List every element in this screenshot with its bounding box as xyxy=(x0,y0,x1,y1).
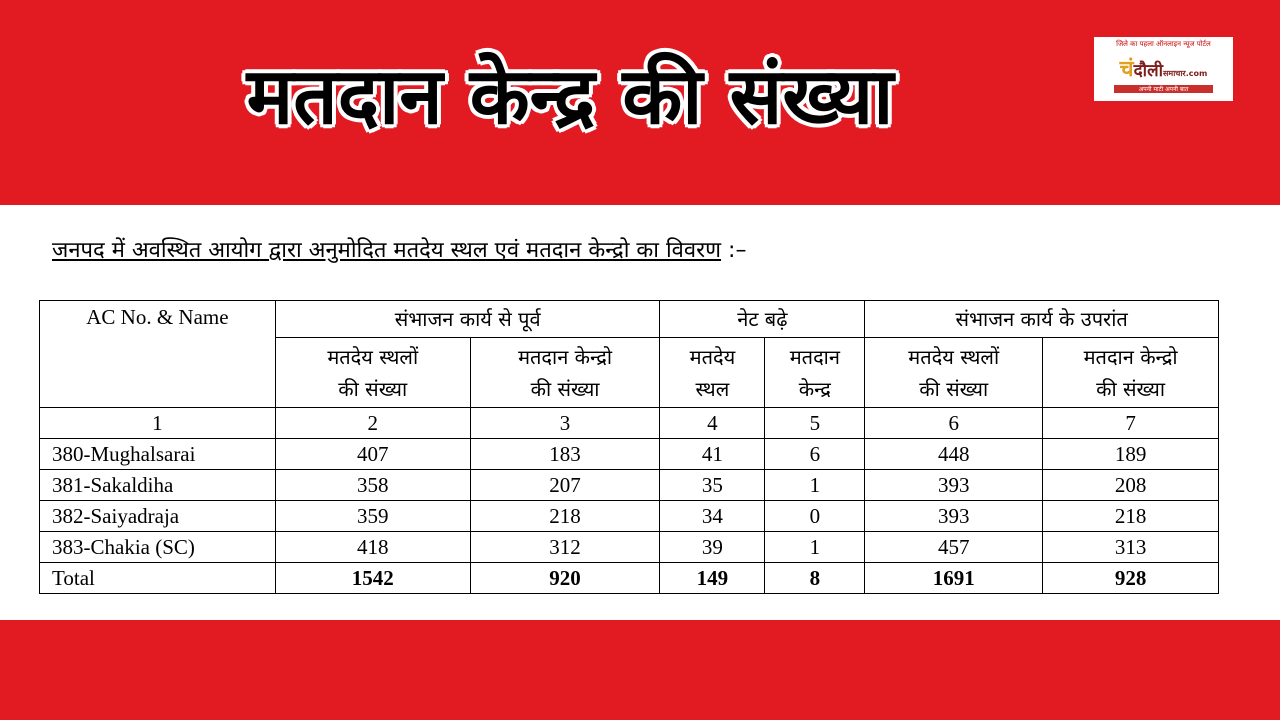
cell-value: 393 xyxy=(865,470,1043,501)
cell-value: 207 xyxy=(470,470,660,501)
subheader-line: मतदान xyxy=(789,344,840,369)
cell-value: 6 xyxy=(765,439,865,470)
constituency-name: 380-Mughalsarai xyxy=(40,439,276,470)
header-ac-name: AC No. & Name xyxy=(40,301,276,408)
column-number: 5 xyxy=(765,408,865,439)
subheader-3 xyxy=(470,338,660,408)
cell-value: 218 xyxy=(470,501,660,532)
table-row xyxy=(40,501,1219,532)
logo-tagline: जिले का पहला ऑनलाइन न्यूज पोर्टल xyxy=(1116,40,1211,48)
subheader-line: की संख्या xyxy=(1096,376,1166,401)
table-row xyxy=(40,439,1219,470)
cell-value: 8 xyxy=(765,563,865,594)
cell-value: 39 xyxy=(660,532,765,563)
logo-name-rest: दौली xyxy=(1133,61,1164,81)
subheader-line: मतदेय स्थलों xyxy=(908,344,1000,369)
subheader-line: की संख्या xyxy=(530,376,600,401)
constituency-name: 383-Chakia (SC) xyxy=(40,532,276,563)
column-number: 1 xyxy=(40,408,276,439)
table-row xyxy=(40,470,1219,501)
cell-value: 189 xyxy=(1043,439,1219,470)
column-number: 7 xyxy=(1043,408,1219,439)
subheader-7 xyxy=(1043,338,1219,408)
logo-name xyxy=(1094,53,1233,83)
column-number: 4 xyxy=(660,408,765,439)
cell-value: 418 xyxy=(275,532,470,563)
cell-value: 457 xyxy=(865,532,1043,563)
subheader-line: मतदान केन्द्रो xyxy=(1083,344,1178,369)
subtitle-text: जनपद में अवस्थित आयोग द्वारा अनुमोदित मतदेय स्थल एवं मतदान केन्द्रो का विवरण xyxy=(52,238,722,263)
cell-value: 393 xyxy=(865,501,1043,532)
total-row xyxy=(40,563,1219,594)
cell-value: 35 xyxy=(660,470,765,501)
subheader-5 xyxy=(765,338,865,408)
subheader-line: केन्द्र xyxy=(798,376,831,401)
subheader-line: स्थल xyxy=(695,376,730,401)
table-row xyxy=(40,532,1219,563)
group-header-after: संभाजन कार्य के उपरांत xyxy=(865,301,1219,338)
bottom-banner xyxy=(0,620,1280,720)
headline: मतदान केन्द्र की संख्या xyxy=(246,52,894,142)
cell-value: 920 xyxy=(470,563,660,594)
logo-sub: समाचार.com xyxy=(1163,69,1208,78)
cell-value: 1542 xyxy=(275,563,470,594)
subheader-2 xyxy=(275,338,470,408)
cell-value: 1691 xyxy=(865,563,1043,594)
subheader-4 xyxy=(660,338,765,408)
cell-value: 41 xyxy=(660,439,765,470)
constituency-name: 382-Saiyadraja xyxy=(40,501,276,532)
subtitle-suffix: :– xyxy=(721,238,747,263)
subheader-line: की संख्या xyxy=(919,376,989,401)
cell-value: 0 xyxy=(765,501,865,532)
cell-value: 359 xyxy=(275,501,470,532)
group-header-before: संभाजन कार्य से पूर्व xyxy=(275,301,660,338)
subheader-line: मतदेय xyxy=(689,344,736,369)
cell-value: 1 xyxy=(765,532,865,563)
document-subtitle xyxy=(52,234,746,264)
subheader-line: मतदेय स्थलों xyxy=(327,344,419,369)
polling-stations-table xyxy=(39,300,1219,594)
column-number: 3 xyxy=(470,408,660,439)
subheader-6 xyxy=(865,338,1043,408)
constituency-name: 381-Sakaldiha xyxy=(40,470,276,501)
cell-value: 208 xyxy=(1043,470,1219,501)
constituency-name: Total xyxy=(40,563,276,594)
cell-value: 183 xyxy=(470,439,660,470)
cell-value: 358 xyxy=(275,470,470,501)
logo-initial: चं xyxy=(1119,57,1134,82)
logo-motto: अपनी माटी अपनी बात xyxy=(1114,85,1213,93)
subheader-line: मतदान केन्द्रो xyxy=(518,344,613,369)
cell-value: 928 xyxy=(1043,563,1219,594)
column-number: 2 xyxy=(275,408,470,439)
cell-value: 149 xyxy=(660,563,765,594)
cell-value: 313 xyxy=(1043,532,1219,563)
group-header-net-increase: नेट बढ़े xyxy=(660,301,865,338)
cell-value: 1 xyxy=(765,470,865,501)
subheader-line: की संख्या xyxy=(338,376,408,401)
cell-value: 34 xyxy=(660,501,765,532)
cell-value: 407 xyxy=(275,439,470,470)
cell-value: 218 xyxy=(1043,501,1219,532)
site-logo[interactable] xyxy=(1094,37,1233,101)
cell-value: 312 xyxy=(470,532,660,563)
column-number: 6 xyxy=(865,408,1043,439)
cell-value: 448 xyxy=(865,439,1043,470)
